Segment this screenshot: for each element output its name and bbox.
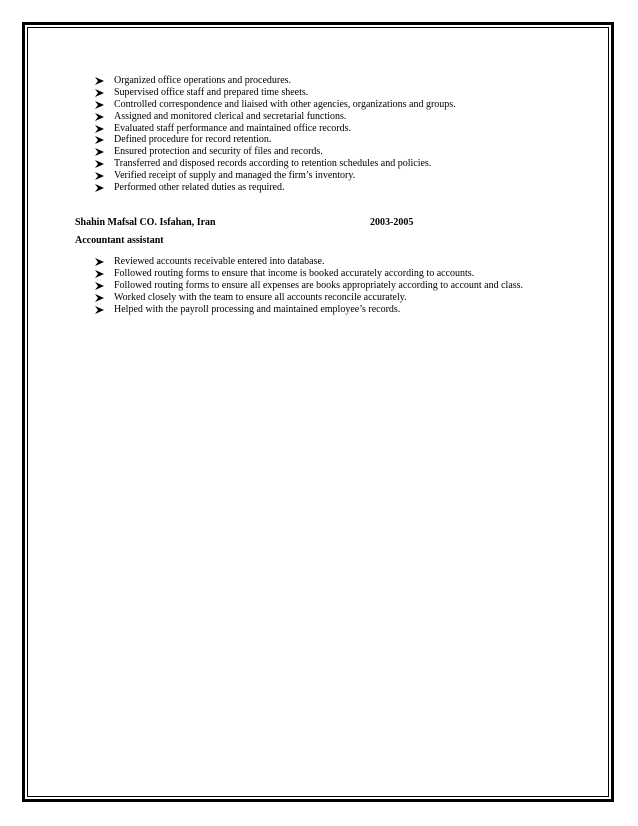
list-item-text: Evaluated staff performance and maintained office records. — [114, 122, 352, 134]
list-item-text: Controlled correspondence and liaised with other agencies, organizations and groups. — [114, 98, 456, 110]
arrow-bullet-icon — [95, 184, 104, 192]
list-item-text: Helped with the payroll processing and maintained employee’s records. — [114, 303, 401, 315]
arrow-bullet-icon — [95, 172, 104, 180]
arrow-bullet-icon — [95, 136, 104, 144]
list-item — [95, 87, 456, 99]
arrow-bullet-icon — [95, 270, 104, 278]
list-item — [95, 99, 456, 111]
list-item — [95, 146, 456, 158]
arrow-bullet-icon — [95, 125, 104, 133]
arrow-bullet-icon — [95, 113, 104, 121]
list-item — [95, 304, 523, 316]
list-item-text: Transferred and disposed records according to retention schedules and policies. — [114, 158, 432, 170]
list-item — [95, 134, 456, 146]
arrow-bullet-icon — [95, 306, 104, 314]
list-item-text: Supervised office staff and prepared time sheets. — [114, 86, 309, 98]
list-item — [95, 268, 523, 280]
list-item — [95, 111, 456, 123]
employment-dates: 2003-2005 — [370, 217, 414, 228]
list-item-text: Assigned and monitored clerical and secretarial functions. — [114, 110, 347, 122]
arrow-bullet-icon — [95, 294, 104, 302]
list-item — [95, 182, 456, 194]
job-title: Accountant assistant — [75, 235, 164, 246]
list-item-text: Worked closely with the team to ensure all accounts reconcile accurately. — [114, 291, 407, 303]
list-item-text: Ensured protection and security of files and records. — [114, 146, 323, 158]
list-item-text: Organized office operations and procedures. — [114, 75, 292, 86]
arrow-bullet-icon — [95, 101, 104, 109]
duties-list — [95, 75, 456, 194]
arrow-bullet-icon — [95, 258, 104, 266]
arrow-bullet-icon — [95, 148, 104, 156]
list-item — [95, 280, 523, 292]
list-item-text: Defined procedure for record retention. — [114, 134, 272, 146]
company-name: Shahin Mafsal CO. Isfahan, Iran — [75, 217, 216, 228]
list-item — [95, 123, 456, 135]
list-item-text: Performed other related duties as required. — [114, 182, 285, 194]
list-item — [95, 256, 523, 268]
list-item-text: Verified receipt of supply and managed the firm’s inventory. — [114, 170, 356, 182]
list-item — [95, 75, 456, 87]
list-item — [95, 158, 456, 170]
arrow-bullet-icon — [95, 282, 104, 290]
arrow-bullet-icon — [95, 77, 104, 85]
arrow-bullet-icon — [95, 89, 104, 97]
list-item — [95, 170, 456, 182]
list-item-text: Reviewed accounts receivable entered into database. — [114, 256, 325, 267]
list-item-text: Followed routing forms to ensure all expenses are books appropriately according to account and class. — [114, 279, 524, 291]
list-item — [95, 292, 523, 304]
arrow-bullet-icon — [95, 160, 104, 168]
accountant-duties-list — [95, 256, 523, 315]
list-item-text: Followed routing forms to ensure that income is booked accurately according to accounts. — [114, 267, 475, 279]
